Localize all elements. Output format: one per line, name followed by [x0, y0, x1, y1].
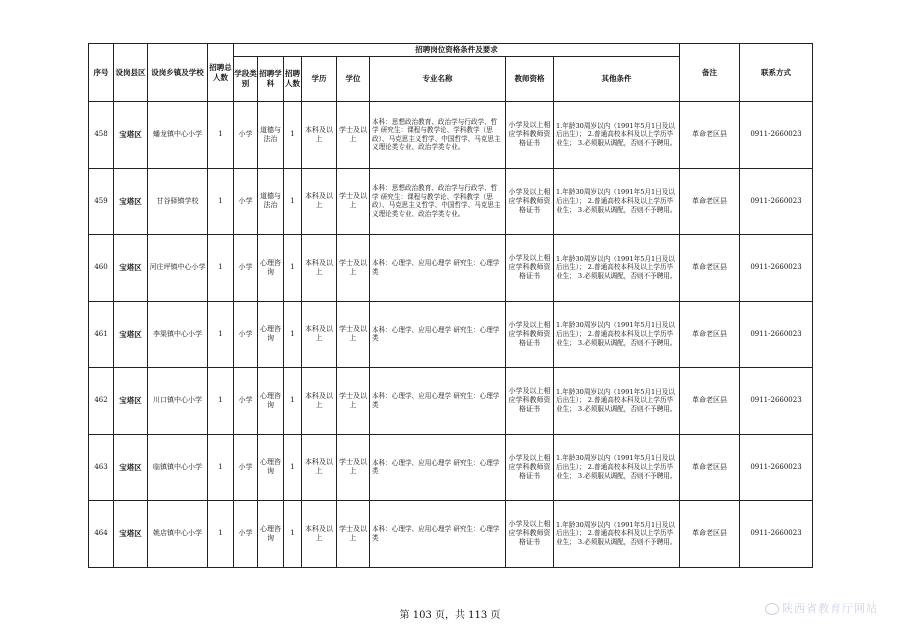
cell-major: 本科：心理学、应用心理学 研究生：心理学类 [370, 501, 506, 568]
cell-degree: 学士及以上 [337, 102, 370, 169]
cell-school: 甘谷驿镇学校 [148, 168, 208, 235]
cell-subject: 心理咨询 [258, 235, 284, 302]
cell-serial: 460 [89, 235, 114, 302]
table-row [89, 102, 813, 169]
cell-contact: 0911-2660023 [740, 368, 813, 435]
cell-school: 临镇镇中心小学 [148, 434, 208, 501]
cell-total: 1 [208, 301, 234, 368]
cell-subject: 道德与法治 [258, 102, 284, 169]
cell-county: 宝塔区 [114, 434, 148, 501]
cell-total: 1 [208, 501, 234, 568]
watermark-text: 陕西省教育厅网站 [782, 602, 878, 615]
cell-subject: 心理咨询 [258, 301, 284, 368]
cell-degree: 学士及以上 [337, 434, 370, 501]
cell-major: 本科：心理学、应用心理学 研究生：心理学类 [370, 368, 506, 435]
cell-education: 本科及以上 [302, 301, 337, 368]
cell-subject: 心理咨询 [258, 501, 284, 568]
cell-teacher-cert: 小学及以上相应学科教师资格证书 [506, 168, 554, 235]
cell-serial: 458 [89, 102, 114, 169]
cell-school: 蟠龙镇中心小学 [148, 102, 208, 169]
header-contact: 联系方式 [740, 44, 813, 102]
cell-contact: 0911-2660023 [740, 168, 813, 235]
cell-contact: 0911-2660023 [740, 102, 813, 169]
cell-major: 本科：心理学、应用心理学 研究生：心理学类 [370, 235, 506, 302]
header-count: 招聘人数 [284, 57, 302, 102]
cell-remark: 革命老区县 [680, 235, 740, 302]
cell-other: 1.年龄30周岁以内（1991年5月1日及以后出生）； 2.普通高校本科及以上学历毕业生； 3.必须服从调配，否则不予聘用。 [554, 434, 680, 501]
cell-stage: 小学 [234, 102, 258, 169]
header-education: 学历 [302, 57, 337, 102]
cell-other: 1.年龄30周岁以内（1991年5月1日及以后出生）； 2.普通高校本科及以上学历毕业生； 3.必须服从调配，否则不予聘用。 [554, 301, 680, 368]
cell-county: 宝塔区 [114, 301, 148, 368]
cell-remark: 革命老区县 [680, 301, 740, 368]
table-row [89, 301, 813, 368]
cell-subject: 心理咨询 [258, 434, 284, 501]
cell-contact: 0911-2660023 [740, 235, 813, 302]
header-school: 设岗乡镇及学校 [148, 44, 208, 102]
cell-stage: 小学 [234, 501, 258, 568]
header-degree: 学位 [337, 57, 370, 102]
cell-count: 1 [284, 168, 302, 235]
cell-major: 本科：心理学、应用心理学 研究生：心理学类 [370, 301, 506, 368]
cell-other: 1.年龄30周岁以内（1991年5月1日及以后出生）； 2.普通高校本科及以上学历毕业生； 3.必须服从调配，否则不予聘用。 [554, 168, 680, 235]
header-other: 其他条件 [554, 57, 680, 102]
cell-count: 1 [284, 501, 302, 568]
cell-degree: 学士及以上 [337, 501, 370, 568]
cell-education: 本科及以上 [302, 434, 337, 501]
cell-count: 1 [284, 368, 302, 435]
cell-stage: 小学 [234, 301, 258, 368]
cell-county: 宝塔区 [114, 168, 148, 235]
cell-subject: 道德与法治 [258, 168, 284, 235]
table-row [89, 368, 813, 435]
header-serial: 序号 [89, 44, 114, 102]
cell-total: 1 [208, 434, 234, 501]
cell-stage: 小学 [234, 434, 258, 501]
page-number-label: 第 103 页，共 113 页 [399, 610, 501, 621]
cell-count: 1 [284, 434, 302, 501]
recruitment-table-sheet [88, 43, 812, 568]
cell-total: 1 [208, 168, 234, 235]
cell-remark: 革命老区县 [680, 434, 740, 501]
cell-degree: 学士及以上 [337, 235, 370, 302]
table-row [89, 501, 813, 568]
cell-teacher-cert: 小学及以上相应学科教师资格证书 [506, 102, 554, 169]
cell-contact: 0911-2660023 [740, 434, 813, 501]
cell-education: 本科及以上 [302, 501, 337, 568]
cell-other: 1.年龄30周岁以内（1991年5月1日及以后出生）； 2.普通高校本科及以上学历毕业生； 3.必须服从调配，否则不予聘用。 [554, 368, 680, 435]
cell-count: 1 [284, 235, 302, 302]
cell-other: 1.年龄30周岁以内（1991年5月1日及以后出生）； 2.普通高校本科及以上学历毕业生； 3.必须服从调配，否则不予聘用。 [554, 501, 680, 568]
cell-total: 1 [208, 235, 234, 302]
cell-education: 本科及以上 [302, 235, 337, 302]
cell-school: 河庄坪镇中心小学 [148, 235, 208, 302]
cell-count: 1 [284, 102, 302, 169]
cell-subject: 心理咨询 [258, 368, 284, 435]
cell-serial: 459 [89, 168, 114, 235]
cell-school: 姚店镇中心小学 [148, 501, 208, 568]
cell-county: 宝塔区 [114, 102, 148, 169]
cell-remark: 革命老区县 [680, 168, 740, 235]
cell-major: 本科：心理学、应用心理学 研究生：心理学类 [370, 434, 506, 501]
cell-serial: 462 [89, 368, 114, 435]
cell-total: 1 [208, 368, 234, 435]
header-county: 设岗县区 [114, 44, 148, 102]
cell-education: 本科及以上 [302, 368, 337, 435]
header-requirements-group: 招聘岗位资格条件及要求 [234, 44, 680, 57]
table-row [89, 168, 813, 235]
cell-other: 1.年龄30周岁以内（1991年5月1日及以后出生）； 2.普通高校本科及以上学历毕业生； 3.必须服从调配，否则不予聘用。 [554, 102, 680, 169]
cell-other: 1.年龄30周岁以内（1991年5月1日及以后出生）； 2.普通高校本科及以上学历毕业生； 3.必须服从调配，否则不予聘用。 [554, 235, 680, 302]
cell-teacher-cert: 小学及以上相应学科教师资格证书 [506, 501, 554, 568]
header-total: 招聘总人数 [208, 44, 234, 102]
cell-stage: 小学 [234, 368, 258, 435]
cell-contact: 0911-2660023 [740, 301, 813, 368]
cell-count: 1 [284, 301, 302, 368]
cell-county: 宝塔区 [114, 235, 148, 302]
cell-major: 本科：思想政治教育、政治学与行政学、哲学 研究生：课程与教学论、学科教学（思政）、马克思主义哲学、中国哲学、马克思主义理论类专业、政治学类专业。 [370, 102, 506, 169]
cell-remark: 革命老区县 [680, 368, 740, 435]
cell-serial: 461 [89, 301, 114, 368]
cell-major: 本科：思想政治教育、政治学与行政学、哲学 研究生：课程与教学论、学科教学（思政）、马克思主义哲学、中国哲学、马克思主义理论类专业、政治学类专业。 [370, 168, 506, 235]
cell-degree: 学士及以上 [337, 368, 370, 435]
cell-serial: 463 [89, 434, 114, 501]
cell-teacher-cert: 小学及以上相应学科教师资格证书 [506, 235, 554, 302]
cell-school: 李渠镇中心小学 [148, 301, 208, 368]
cell-serial: 464 [89, 501, 114, 568]
cell-total: 1 [208, 102, 234, 169]
cell-remark: 革命老区县 [680, 102, 740, 169]
cell-education: 本科及以上 [302, 102, 337, 169]
cell-school: 川口镇中心小学 [148, 368, 208, 435]
cell-stage: 小学 [234, 235, 258, 302]
cell-teacher-cert: 小学及以上相应学科教师资格证书 [506, 301, 554, 368]
recruitment-table [88, 43, 813, 568]
site-watermark [765, 600, 878, 616]
cell-county: 宝塔区 [114, 501, 148, 568]
cell-teacher-cert: 小学及以上相应学科教师资格证书 [506, 368, 554, 435]
cell-degree: 学士及以上 [337, 168, 370, 235]
cell-contact: 0911-2660023 [740, 501, 813, 568]
cell-education: 本科及以上 [302, 168, 337, 235]
cell-stage: 小学 [234, 168, 258, 235]
cell-county: 宝塔区 [114, 368, 148, 435]
table-row [89, 434, 813, 501]
cell-degree: 学士及以上 [337, 301, 370, 368]
header-remark: 备注 [680, 44, 740, 102]
header-stage: 学段类别 [234, 57, 258, 102]
table-row [89, 235, 813, 302]
header-subject: 招聘学科 [258, 57, 284, 102]
header-teacher-cert: 教师资格 [506, 57, 554, 102]
cell-teacher-cert: 小学及以上相应学科教师资格证书 [506, 434, 554, 501]
header-major: 专业名称 [370, 57, 506, 102]
watermark-logo-icon [765, 603, 779, 615]
cell-remark: 革命老区县 [680, 501, 740, 568]
